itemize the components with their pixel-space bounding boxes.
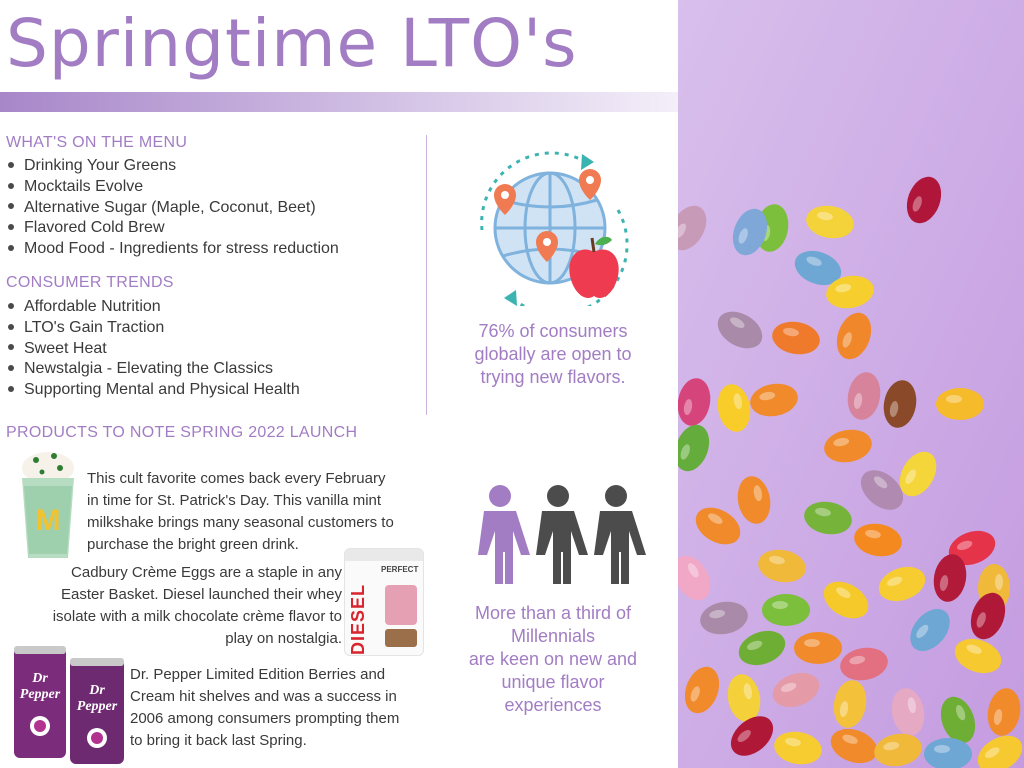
- menu-item: Mood Food - Ingredients for stress reduction: [8, 239, 339, 260]
- menu-list: [8, 156, 339, 260]
- dr-pepper-cans-image: [10, 640, 128, 766]
- text-line: More than a third of: [474, 603, 632, 623]
- bullet-dot: [8, 183, 14, 189]
- text-line: to bring it back last Spring.: [130, 732, 307, 749]
- text-line: in time for St. Patrick's Day. This vanilla mint: [87, 492, 382, 509]
- text-line: Cream hit shelves and was a success in: [130, 688, 397, 705]
- page-title: Springtime LTO's: [6, 5, 578, 82]
- bullet-dot: [8, 245, 14, 251]
- trend-item: Newstalgia - Elevating the Classics: [8, 359, 300, 380]
- products-heading: PRODUCTS TO NOTE SPRING 2022 LAUNCH: [6, 424, 358, 441]
- menu-item: Drinking Your Greens: [8, 156, 339, 177]
- jelly-bean-photo: [678, 0, 1024, 768]
- text-line: milkshake brings many seasonal customers to: [87, 514, 394, 531]
- globe-apple-icon: [468, 150, 636, 306]
- shamrock-shake-image: [16, 446, 80, 564]
- jelly-bean-highlight: [772, 601, 788, 609]
- trends-list: [8, 297, 300, 401]
- text-line: 76% of consumers: [478, 321, 628, 341]
- text-line: Dr. Pepper Limited Edition Berries and: [130, 666, 386, 683]
- text-line: unique flavor: [501, 672, 605, 692]
- jelly-bean-highlight: [995, 574, 1003, 590]
- title-underline-bar: [0, 92, 680, 112]
- svg-text:Dr: Dr: [32, 671, 48, 686]
- bullet-dot: [8, 203, 14, 209]
- text-line: Cadbury Crème Eggs are a staple in any: [71, 564, 342, 581]
- trend-item: Sweet Heat: [8, 339, 300, 360]
- trend-item: Supporting Mental and Physical Health: [8, 380, 300, 401]
- text-line: trying new flavors.: [480, 367, 626, 387]
- jelly-bean-highlight: [946, 395, 962, 403]
- jelly-bean: [936, 388, 984, 420]
- people-icon: [470, 484, 646, 584]
- bullet-dot: [8, 386, 14, 392]
- text-line: purchase the bright green drink.: [87, 536, 299, 553]
- bullet-dot: [8, 162, 14, 168]
- text-line: isolate with a milk chocolate crème flavor to: [52, 608, 342, 625]
- text-line: Millennials: [510, 626, 596, 646]
- stat-millennials: [448, 602, 658, 717]
- text-line: are keen on new and: [468, 649, 638, 669]
- svg-text:Dr: Dr: [89, 683, 105, 698]
- text-line: experiences: [504, 695, 602, 715]
- trends-heading: CONSUMER TRENDS: [6, 274, 174, 291]
- bullet-dot: [8, 365, 14, 371]
- svg-text:M: M: [35, 504, 61, 537]
- menu-item: Alternative Sugar (Maple, Coconut, Beet): [8, 198, 339, 219]
- diesel-product-image: PERFECT DIESEL: [344, 548, 424, 656]
- text-line: play on nostalgia.: [225, 630, 342, 647]
- stat-flavors: [448, 320, 658, 389]
- jelly-beans-image: [678, 0, 1024, 768]
- trend-item: LTO's Gain Traction: [8, 318, 300, 339]
- text-line: globally are open to: [474, 344, 632, 364]
- bullet-dot: [8, 344, 14, 350]
- text-line: 2006 among consumers prompting them: [130, 710, 400, 727]
- jelly-bean: [794, 632, 842, 664]
- menu-item: Flavored Cold Brew: [8, 218, 339, 239]
- text-line: This cult favorite comes back every February: [87, 470, 386, 487]
- shake-description: [87, 468, 422, 556]
- jelly-bean: [762, 594, 810, 626]
- bullet-dot: [8, 224, 14, 230]
- bullet-dot: [8, 324, 14, 330]
- jelly-bean-highlight: [804, 639, 820, 647]
- drpepper-description: [130, 664, 430, 752]
- cadbury-description: [10, 562, 342, 650]
- bullet-dot: [8, 303, 14, 309]
- svg-text:Pepper: Pepper: [19, 687, 61, 702]
- jelly-bean-highlight: [934, 745, 950, 753]
- svg-text:Pepper: Pepper: [76, 699, 118, 714]
- text-line: Easter Basket. Diesel launched their whey: [61, 586, 342, 603]
- column-divider: [426, 135, 427, 415]
- menu-item: Mocktails Evolve: [8, 177, 339, 198]
- menu-heading: WHAT'S ON THE MENU: [6, 134, 188, 151]
- trend-item: Affordable Nutrition: [8, 297, 300, 318]
